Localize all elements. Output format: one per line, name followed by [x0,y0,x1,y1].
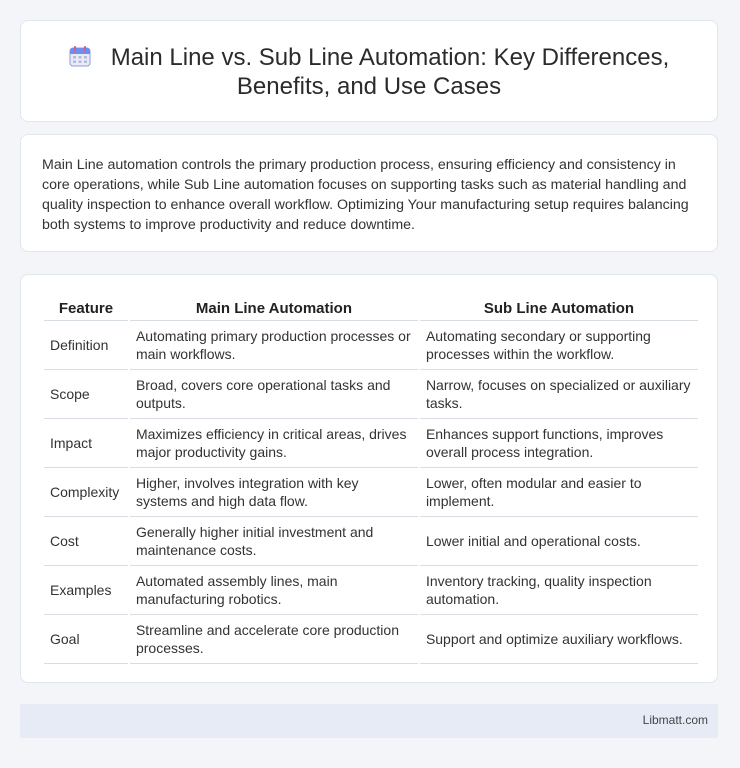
main-line-cell: Higher, involves integration with key systems and high data flow. [129,468,419,517]
sub-line-cell: Inventory tracking, quality inspection automation. [419,566,698,615]
feature-cell: Goal [43,615,129,664]
footer-bar [20,704,718,738]
column-header-sub-line: Sub Line Automation [419,296,698,321]
main-line-cell: Generally higher initial investment and maintenance costs. [129,517,419,566]
table-row [43,419,698,468]
title-line-2: Benefits, and Use Cases [236,73,502,100]
page-title [21,43,717,101]
sub-line-cell: Automating secondary or supporting processes within the workflow. [419,321,698,370]
intro-text: Main Line automation controls the primary production process, ensuring efficiency and consistency in core operations, while Sub Line automation focuses on supporting tasks such as material handling and quality inspection to enhance overall workflow. Optimizing Your manufacturing setup requires balancing both systems to improve productivity and reduce downtime. [42,157,689,233]
intro-card [20,134,718,252]
feature-cell: Cost [43,517,129,566]
title-line-1: Main Line vs. Sub Line Automation: Key Differences, [110,44,670,71]
footer-brand[interactable]: Libmatt.com [642,713,708,727]
column-header-feature: Feature [43,296,129,321]
table-row [43,468,698,517]
main-line-cell: Automating primary production processes or main workflows. [129,321,419,370]
column-header-main-line: Main Line Automation [129,296,419,321]
table-row [43,517,698,566]
feature-cell: Definition [43,321,129,370]
sub-line-cell: Lower, often modular and easier to implement. [419,468,698,517]
sub-line-cell: Lower initial and operational costs. [419,517,698,566]
feature-cell: Scope [43,370,129,419]
main-line-cell: Streamline and accelerate core production processes. [129,615,419,664]
comparison-table [42,296,698,664]
table-row [43,370,698,419]
title-card [20,20,718,122]
main-line-cell: Maximizes efficiency in critical areas, drives major productivity gains. [129,419,419,468]
sub-line-cell: Enhances support functions, improves overall process integration. [419,419,698,468]
feature-cell: Impact [43,419,129,468]
table-row [43,615,698,664]
sub-line-cell: Support and optimize auxiliary workflows. [419,615,698,664]
main-line-cell: Broad, covers core operational tasks and outputs. [129,370,419,419]
table-header-row [43,296,698,321]
table-row [43,321,698,370]
table-row [43,566,698,615]
sub-line-cell: Narrow, focuses on specialized or auxiliary tasks. [419,370,698,419]
main-line-cell: Automated assembly lines, main manufacturing robotics. [129,566,419,615]
feature-cell: Complexity [43,468,129,517]
comparison-card [20,274,718,683]
feature-cell: Examples [43,566,129,615]
calendar-icon [69,45,91,67]
